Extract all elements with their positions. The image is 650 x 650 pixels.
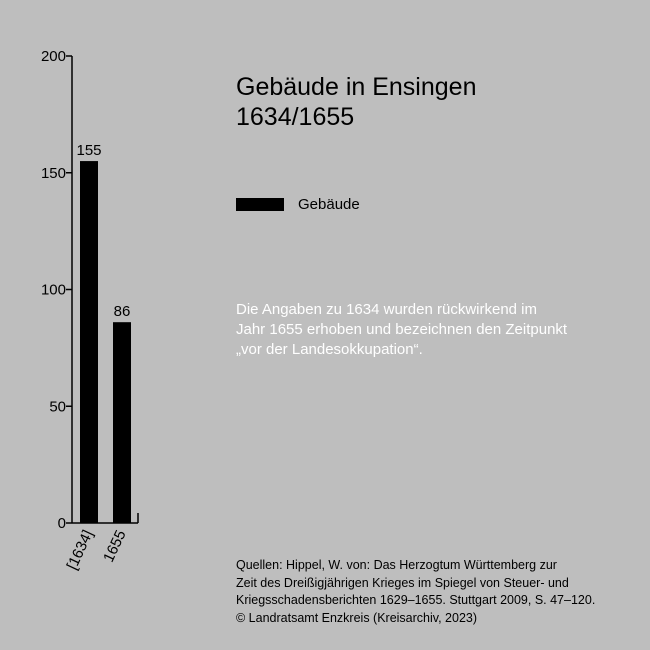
- y-tick-label: 100: [40, 281, 66, 299]
- bar-1: [80, 161, 98, 523]
- legend-label: Gebäude: [298, 196, 360, 213]
- y-tick-label: 150: [40, 164, 66, 182]
- chart-title: [236, 72, 476, 132]
- y-tick-label: 0: [57, 515, 66, 532]
- legend: [236, 196, 360, 213]
- note-line-1: Die Angaben zu 1634 wurden rückwirkend im: [236, 301, 538, 318]
- x-tick-label: 1655: [100, 527, 130, 565]
- note-line-3: „vor der Landesokkupation“.: [236, 341, 423, 358]
- bar-2: [113, 322, 131, 523]
- chart-note: [236, 300, 626, 360]
- source-line-1: Quellen: Hippel, W. von: Das Herzogtum Württemberg zur: [236, 558, 557, 572]
- x-tick-label: [1634]: [63, 527, 97, 573]
- chart-title-line-2: 1634/1655: [236, 103, 355, 131]
- y-tick-label: 50: [49, 398, 66, 416]
- bar-chart: [0, 0, 230, 650]
- source-citation: [236, 557, 636, 627]
- data-label: 86: [113, 303, 131, 321]
- chart-title-line-1: Gebäude in Ensingen: [236, 73, 477, 101]
- note-line-2: Jahr 1655 erhoben und bezeichnen den Zeitpunkt: [236, 321, 568, 338]
- data-label: 155: [76, 142, 102, 160]
- source-line-3: Kriegsschadensberichten 1629–1655. Stuttgart 2009, S. 47–120.: [236, 593, 596, 607]
- legend-swatch: [236, 198, 284, 211]
- copyright-line: © Landratsamt Enzkreis (Kreisarchiv, 2023): [236, 610, 478, 625]
- y-tick-label: 200: [40, 48, 66, 65]
- source-line-2: Zeit des Dreißigjährigen Krieges im Spiegel von Steuer- und: [236, 575, 569, 590]
